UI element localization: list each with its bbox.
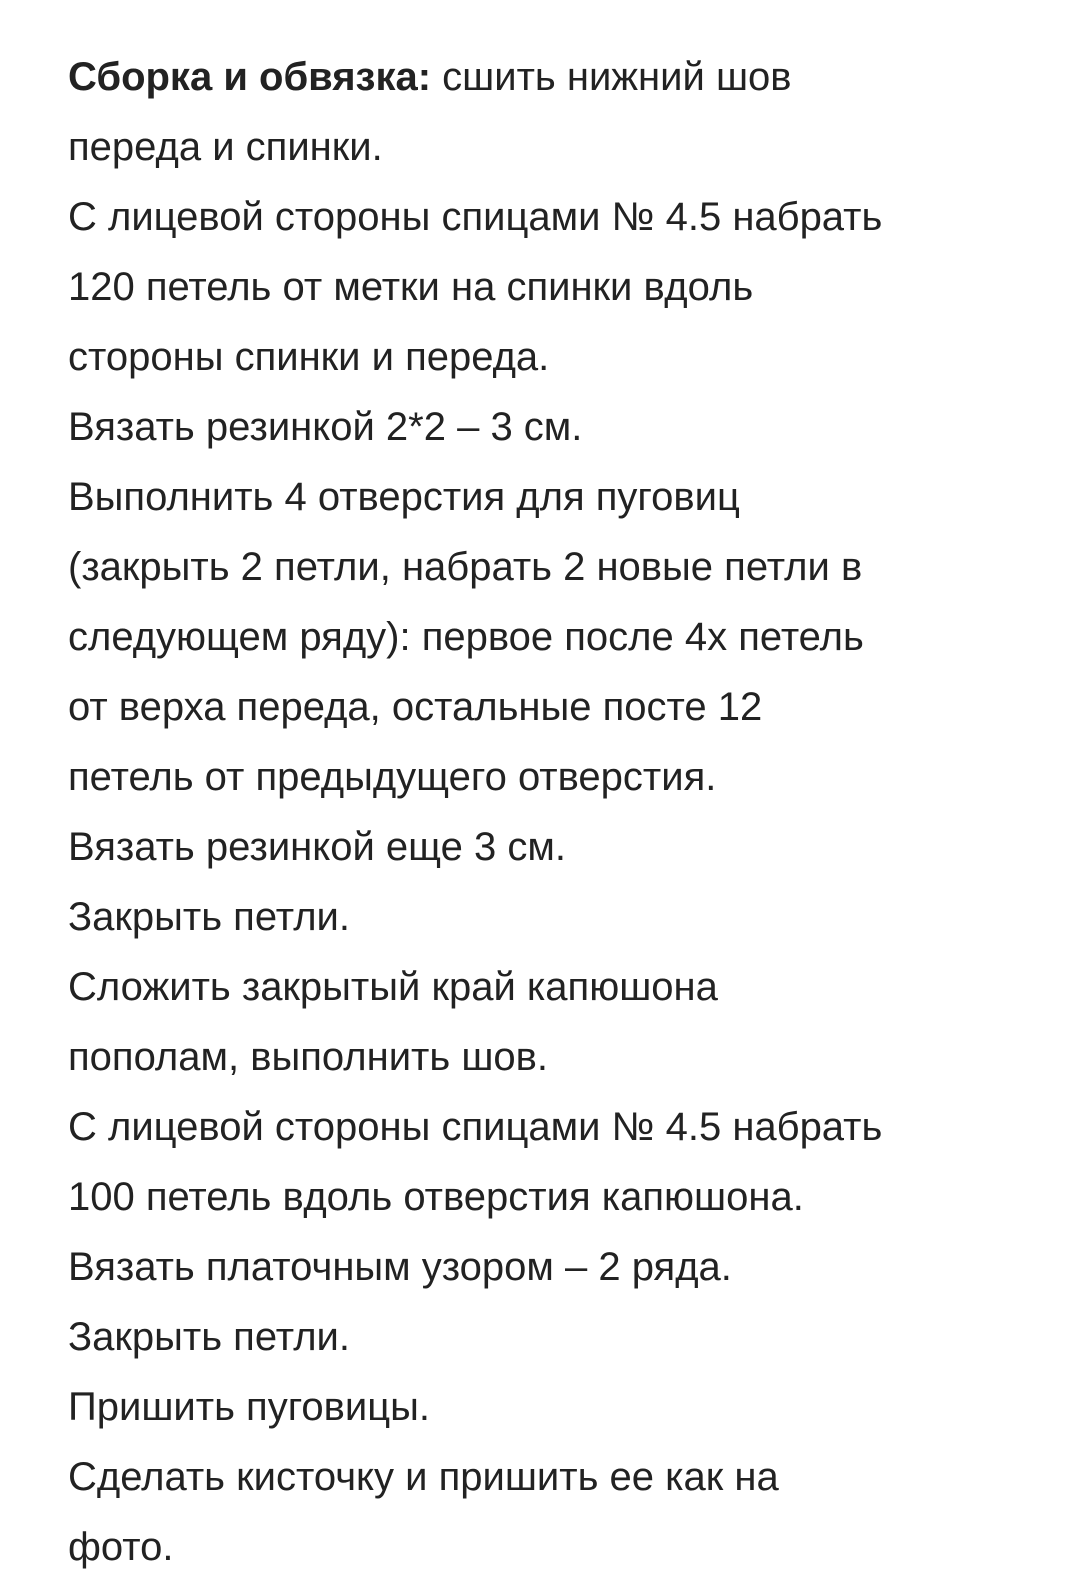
text-line-9: следующем ряду): первое после 4х петель	[68, 615, 864, 659]
text-line-4: 120 петель от метки на спинки вдоль	[68, 265, 754, 309]
text-line-20: Пришить пуговицы.	[68, 1385, 431, 1429]
text-line-13: Закрыть петли.	[68, 895, 350, 939]
article-text	[68, 42, 1058, 1582]
text-line-17: 100 петель вдоль отверстия капюшона.	[68, 1175, 804, 1219]
text-line-15: пополам, выполнить шов.	[68, 1035, 549, 1079]
text-line-19: Закрыть петли.	[68, 1315, 350, 1359]
text-line-21: Сделать кисточку и пришить ее как на	[68, 1455, 779, 1499]
text-line-10: от верха переда, остальные посте 12	[68, 685, 763, 729]
text-line-1	[68, 42, 1058, 112]
text-line-3: С лицевой стороны спицами № 4.5 набрать	[68, 195, 883, 239]
text-line-12: Вязать резинкой еще 3 см.	[68, 825, 566, 869]
text-line-22: фото.	[68, 1525, 174, 1569]
text-line-2: переда и спинки.	[68, 125, 383, 169]
text-line-6: Вязать резинкой 2*2 – 3 см.	[68, 405, 583, 449]
text-line-11: петель от предыдущего отверстия.	[68, 755, 717, 799]
text-line-1-body: сшить нижний шов	[442, 55, 792, 99]
section-heading: Сборка и обвязка:	[68, 55, 432, 99]
text-line-8: (закрыть 2 петли, набрать 2 новые петли в	[68, 545, 863, 589]
text-line-18: Вязать платочным узором – 2 ряда.	[68, 1245, 732, 1289]
text-line-5: стороны спинки и переда.	[68, 335, 550, 379]
text-line-14: Сложить закрытый край капюшона	[68, 965, 718, 1009]
text-line-7: Выполнить 4 отверстия для пуговиц	[68, 475, 740, 519]
text-line-16: С лицевой стороны спицами № 4.5 набрать	[68, 1105, 883, 1149]
